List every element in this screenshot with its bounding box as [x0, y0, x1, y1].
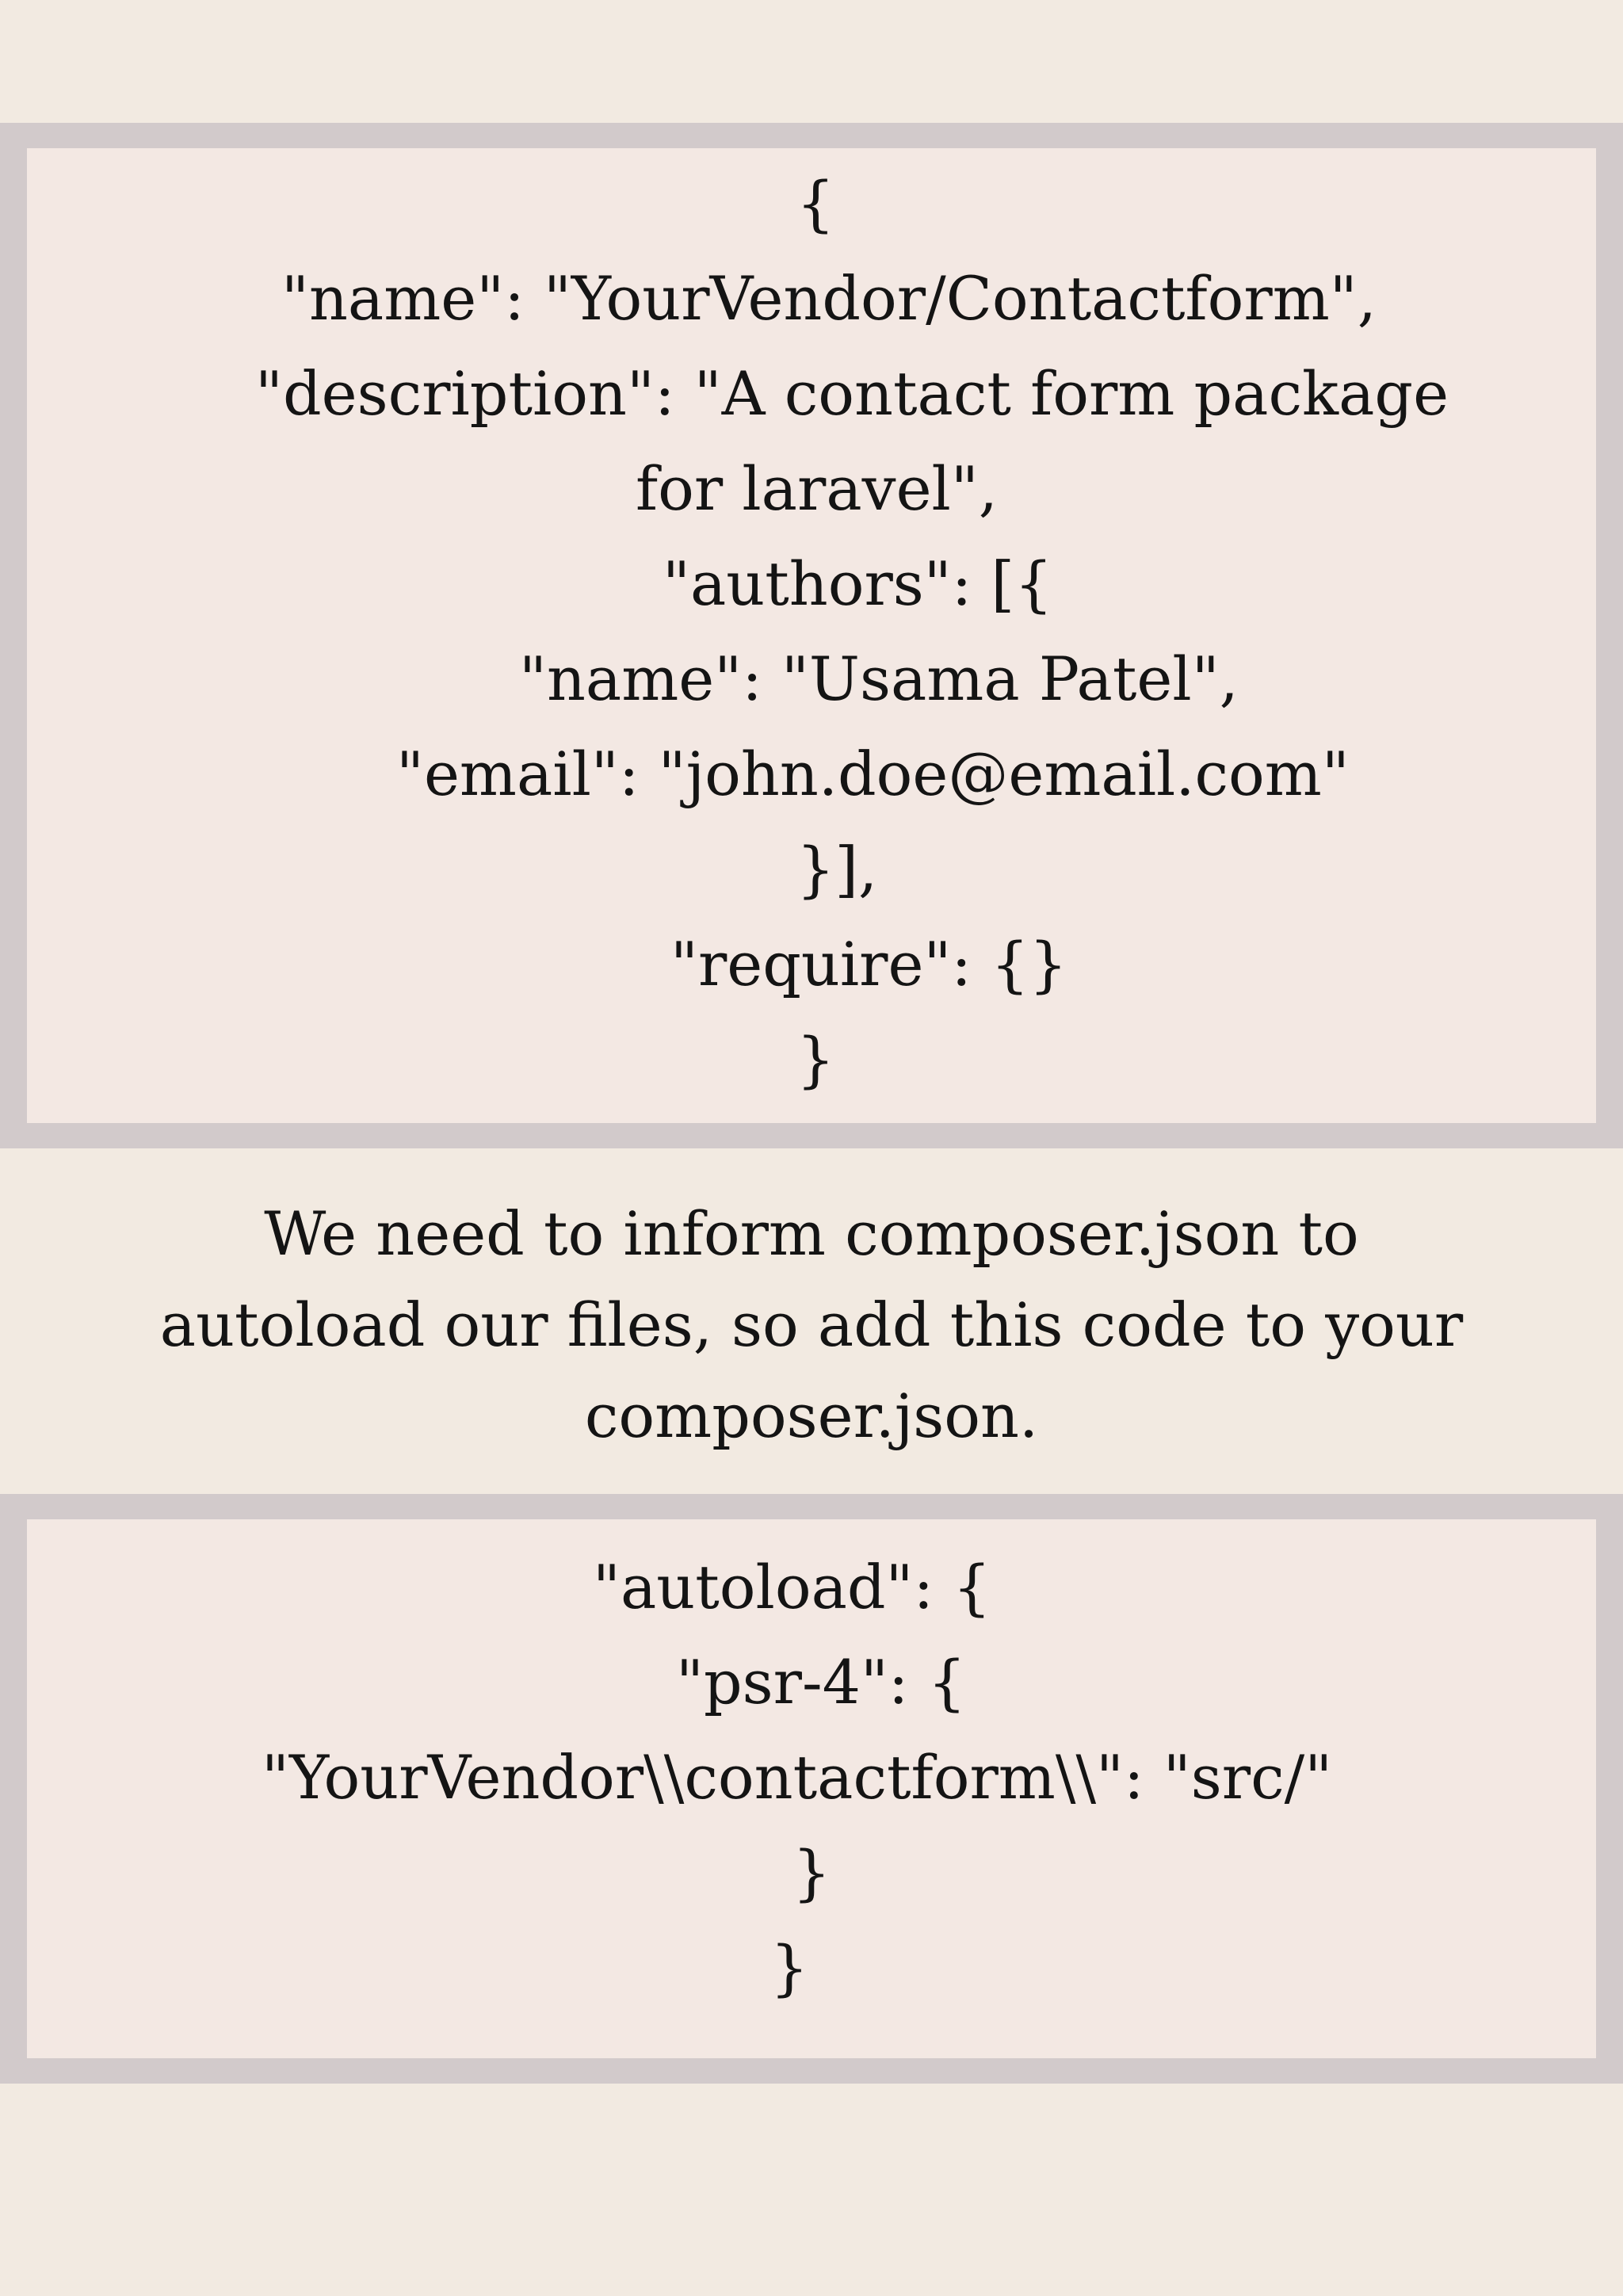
code-line-author-email: "email": "john.doe@email.com" [396, 739, 1350, 809]
paragraph-line-1: We need to inform composer.json to [264, 1198, 1359, 1269]
code-line-psr4: "psr-4": { [676, 1647, 967, 1717]
code-line-description: "description": "A contact form package [255, 358, 1449, 429]
code-line-close-brace: } [796, 1024, 835, 1095]
paragraph-line-3: composer.json. [584, 1381, 1039, 1451]
code-line-authors: "authors": [{ [663, 548, 1053, 619]
code-line-psr4-close: } [792, 1837, 831, 1908]
code-line-namespace-mapping: "YourVendor\\contactform\\": "src/" [262, 1742, 1333, 1813]
code-line-autoload-close: } [770, 1932, 809, 2003]
code-line-autoload: "autoload": { [593, 1552, 991, 1622]
code-line-authors-close: }], [796, 834, 878, 904]
code-line-author-name: "name": "Usama Patel", [519, 644, 1239, 714]
code-line-open-brace: { [796, 168, 835, 239]
code-line-description-cont: for laravel", [636, 453, 998, 524]
paragraph-line-2: autoload our files, so add this code to your [159, 1289, 1464, 1360]
code-line-require: "require": {} [670, 929, 1067, 999]
code-line-name: "name": "YourVendor/Contactform", [281, 263, 1377, 334]
